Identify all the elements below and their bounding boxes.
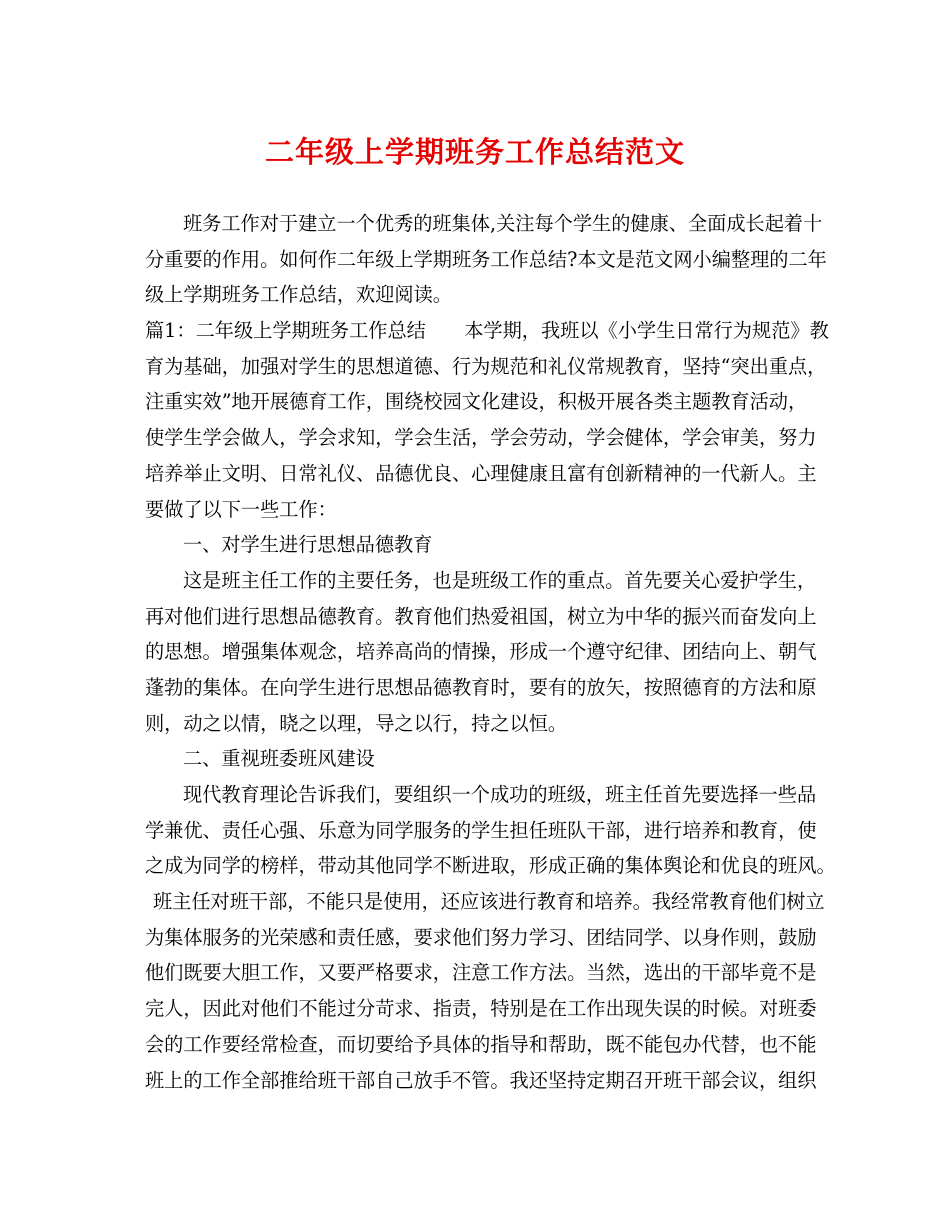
body-line: 要做了以下一些工作： [145,497,337,521]
body-line: 再对他们进行思想品德教育。教育他们热爱祖国，树立为中华的振兴而奋发向上 [145,604,817,628]
body-line: 级上学期班务工作总结，欢迎阅读。 [145,283,452,307]
body-line: 学兼优、责任心强、乐意为同学服务的学生担任班队干部，进行培养和教育，使 [145,818,817,842]
body-line: 班务工作对于建立一个优秀的班集体,关注每个学生的健康、全面成长起着十 [183,212,823,235]
body-line: 则，动之以情，晓之以理，导之以行，持之以恒。 [145,711,568,735]
body-line: 现代教育理论告诉我们，要组织一个成功的班级，班主任首先要选择一些品 [183,783,817,806]
body-line: 的思想。增强集体观念，培养高尚的情操，形成一个遵守纪律、团结向上、朝气 [145,640,817,664]
body-line: 篇1：二年级上学期班务工作总结 本学期，我班以《小学生日常行为规范》教 [145,319,829,343]
document-body [145,206,836,1098]
body-line: 一、对学生进行思想品德教育 [183,533,433,557]
body-line: 二、重视班委班风建设 [183,747,375,771]
body-line: 之成为同学的榜样，带动其他同学不断进取，形成正确的集体舆论和优良的班风。 [145,854,836,878]
body-line: 为集体服务的光荣感和责任感，要求他们努力学习、团结同学、以身作则，鼓励 [145,925,817,949]
body-line: 分重要的作用。如何作二年级上学期班务工作总结?本文是范文网小编整理的二年 [145,247,827,271]
body-line: 使学生学会做人，学会求知，学会生活，学会劳动，学会健体，学会审美，努力 [145,426,817,450]
body-line: 完人，因此对他们不能过分苛求、指责，特别是在工作出现失误的时候。对班委 [145,997,817,1021]
body-line: 会的工作要经常检查，而切要给予具体的指导和帮助，既不能包办代替，也不能 [145,1032,817,1056]
body-line: 育为基础，加强对学生的思想道德、行为规范和礼仪常规教育，坚持“突出重点， [145,354,827,378]
body-line: 这是班主任工作的主要任务，也是班级工作的重点。首先要关心爱护学生， [183,568,817,592]
document-title: 二年级上学期班务工作总结范文 [264,135,685,169]
body-line: 蓬勃的集体。在向学生进行思想品德教育时，要有的放矢，按照德育的方法和原 [145,675,817,699]
body-line: 班主任对班干部，不能只是使用，还应该进行教育和培养。我经常教育他们树立 [153,890,825,914]
body-line: 班上的工作全部推给班干部自己放手不管。我还坚持定期召开班干部会议，组织 [145,1068,817,1092]
body-line: 他们既要大胆工作，又要严格要求，注意工作方法。当然，选出的干部毕竟不是 [145,961,817,985]
body-line: 培养举止文明、日常礼仪、品德优良、心理健康且富有创新精神的一代新人。主 [145,461,817,485]
body-line: 注重实效”地开展德育工作，围绕校园文化建设，积极开展各类主题教育活动， [145,390,808,414]
